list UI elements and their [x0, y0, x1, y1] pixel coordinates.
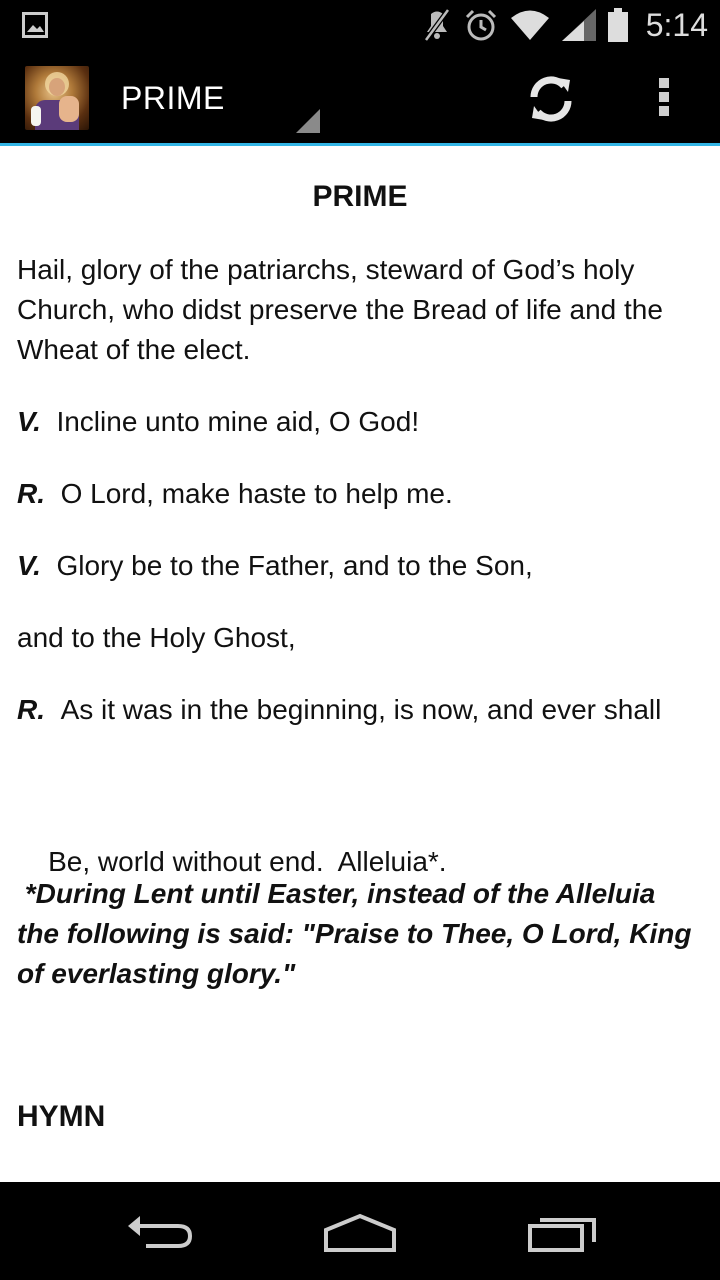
prayer-paragraph: Hail, glory of the patriarchs, steward of God’s holy Church, who didst preserve the Bread of life and the Wheat of the elect. [17, 254, 663, 365]
recent-apps-button[interactable] [522, 1206, 602, 1256]
alarm-icon [464, 8, 498, 42]
overflow-menu-button[interactable] [650, 72, 678, 122]
refresh-icon [522, 115, 580, 132]
title-spinner[interactable] [100, 50, 322, 143]
spinner-triangle-icon [296, 109, 320, 133]
back-icon [120, 1243, 200, 1260]
battery-icon [608, 8, 628, 42]
home-icon [320, 1243, 400, 1260]
back-button[interactable] [120, 1206, 200, 1256]
versicle-label: V. [17, 550, 41, 581]
home-button[interactable] [320, 1206, 400, 1256]
prayer-line: Be, world without end. Alleluia*. [48, 846, 447, 877]
mute-icon [422, 8, 452, 42]
versicle-label: V. [17, 406, 41, 437]
status-bar [0, 0, 720, 50]
recent-apps-icon [522, 1243, 602, 1260]
response-label: R. [17, 478, 45, 509]
picture-notification-icon [22, 12, 48, 38]
clock: 5:14 [645, 6, 708, 43]
page-title: PRIME [121, 80, 225, 116]
action-bar [0, 50, 720, 143]
prayer-content[interactable] [0, 146, 720, 1182]
navigation-bar [0, 1182, 720, 1280]
hymn-heading: HYMN [17, 1100, 106, 1133]
lent-note: *During Lent until Easter, instead of the Alleluia the following is said: "Praise to Thee, O Lord, King of everlasting glory." [17, 878, 700, 989]
prayer-line: and to the Holy Ghost, [17, 622, 296, 653]
response: R. O Lord, make haste to help me. [17, 478, 453, 509]
signal-icon [562, 9, 596, 41]
saint-joseph-icon[interactable] [25, 66, 89, 130]
versicle: V. Glory be to the Father, and to the Son, [17, 550, 533, 581]
response-label: R. [17, 694, 45, 725]
refresh-button[interactable] [522, 70, 580, 128]
section-heading: PRIME [312, 180, 408, 213]
wifi-icon [510, 9, 550, 41]
versicle: V. Incline unto mine aid, O God! [17, 406, 420, 437]
overflow-menu-icon [659, 78, 669, 88]
response: R. As it was in the beginning, is now, and ever shall [17, 694, 662, 725]
